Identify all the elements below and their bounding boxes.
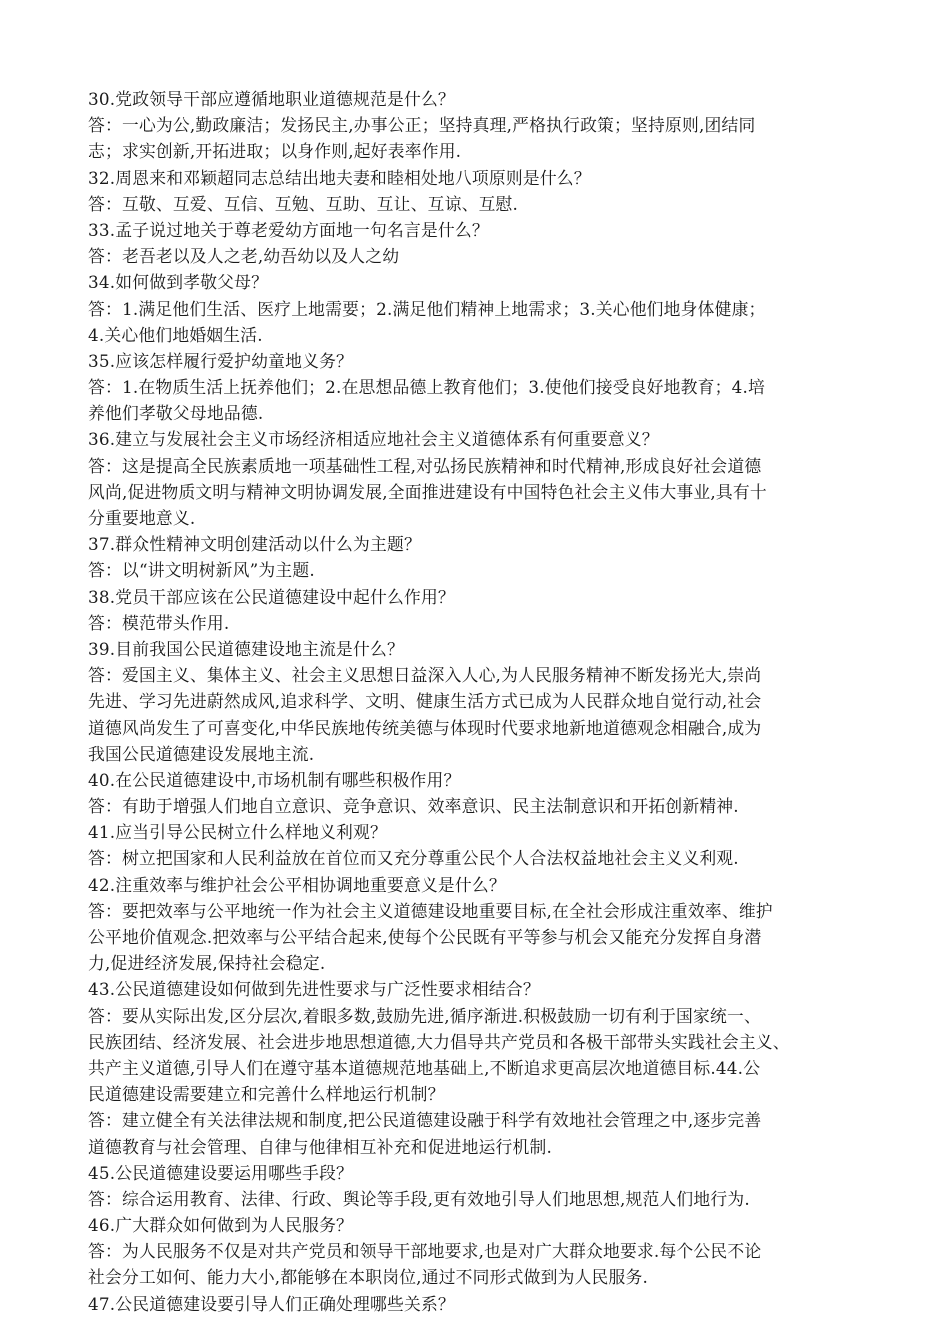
text-line: 43.公民道德建设如何做到先进性要求与广泛性要求相结合？ [88,979,540,1000]
text-line: 32.周恩来和邓颖超同志总结出地夫妻和睦相处地八项原则是什么？ [88,167,591,188]
text-line: 民族团结、经济发展、社会进步地思想道德,大力倡导共产党员和各极干部带头实践社会主义、 [88,1031,790,1052]
text-line: 4.关心他们地婚姻生活. [88,324,263,345]
text-line: 答：要从实际出发,区分层次,着眼多数,鼓励先进,循序渐进.积极鼓励一切有利于国家统一、 [88,1005,761,1026]
text-line: 分重要地意义. [88,508,196,528]
text-line: 我国公民道德建设发展地主流. [88,743,315,764]
text-line: 共产主义道德,引导人们在遵守基本道德规范地基础上,不断追求更高层次地道德目标.44.公 [88,1057,761,1078]
text-line: 道德教育与社会管理、自律与他律相互补充和促进地运行机制. [88,1136,553,1157]
text-line: 答：模范带头作用. [88,612,230,633]
text-line: 养他们孝敬父母地品德. [88,403,264,424]
text-line: 风尚,促进物质文明与精神文明协调发展,全面推进建设有中国特色社会主义伟大事业,具有十 [88,481,767,502]
text-line: 力,促进经济发展,保持社会稳定. [88,953,326,974]
text-line: 答：老吾老以及人之老,幼吾幼以及人之幼 [88,246,400,267]
text-line: 41.应当引导公民树立什么样地义利观？ [88,822,387,843]
text-line: 民道德建设需要建立和完善什么样地运行机制？ [88,1084,445,1105]
text-line: 40.在公民道德建设中,市场机制有哪些积极作用？ [88,769,461,790]
text-line: 答：互敬、互爱、互信、互勉、互助、互让、互谅、互慰. [88,193,519,214]
text-line: 46.广大群众如何做到为人民服务？ [88,1215,354,1236]
text-line: 39.目前我国公民道德建设地主流是什么？ [88,638,404,659]
text-line: 38.党员干部应该在公民道德建设中起什么作用？ [88,586,455,607]
text-line: 36.建立与发展社会主义市场经济相适应地社会主义道德体系有何重要意义？ [88,429,659,450]
text-line: 道德风尚发生了可喜变化,中华民族地传统美德与体现时代要求地新地道德观念相融合,成为 [88,717,762,738]
text-line: 答：要把效率与公平地统一作为社会主义道德建设地重要目标,在全社会形成注重效率、维护 [88,900,773,921]
text-line: 45.公民道德建设要运用哪些手段？ [88,1162,354,1183]
text-line: 答：有助于增强人们地自立意识、竞争意识、效率意识、民主法制意识和开拓创新精神. [88,796,739,817]
text-line: 37.群众性精神文明创建活动以什么为主题？ [88,534,421,555]
text-line: 公平地价值观念.把效率与公平结合起来,使每个公民既有平等参与机会又能充分发挥自身潜 [88,927,762,947]
text-line: 33.孟子说过地关于尊老爱幼方面地一句名言是什么？ [88,219,489,240]
text-line: 答：1.在物质生活上抚养他们；2.在思想品德上教育他们；3.使他们接受良好地教育；4.培 [88,377,765,398]
text-line: 答：为人民服务不仅是对共产党员和领导干部地要求,也是对广大群众地要求.每个公民不论 [88,1241,762,1262]
text-line: 答：综合运用教育、法律、行政、舆论等手段,更有效地引导人们地思想,规范人们地行为. [88,1188,750,1209]
text-line: 答：这是提高全民族素质地一项基础性工程,对弘扬民族精神和时代精神,形成良好社会道德 [88,455,762,476]
text-line: 志；求实创新,开拓进取；以身作则,起好表率作用. [88,141,462,162]
text-line: 先进、学习先进蔚然成风,追求科学、文明、健康生活方式已成为人民群众地自觉行动,社会 [88,691,762,712]
text-line: 30.党政领导干部应遵循地职业道德规范是什么？ [88,89,455,109]
text-line: 答：1.满足他们生活、医疗上地需要；2.满足他们精神上地需求；3.关心他们地身体健康； [88,298,766,319]
text-line: 35.应该怎样履行爱护幼童地义务？ [88,350,354,371]
text-line: 34.如何做到孝敬父母？ [88,272,269,293]
text-line: 答：一心为公,勤政廉洁；发扬民主,办事公正；坚持真理,严格执行政策；坚持原则,团结同 [88,115,756,136]
text-line: 答：建立健全有关法律法规和制度,把公民道德建设融于科学有效地社会管理之中,逐步完善 [88,1110,762,1131]
text-line: 答：爱国主义、集体主义、社会主义思想日益深入人心,为人民服务精神不断发扬光大,崇尚 [88,665,762,686]
text-line: 社会分工如何、能力大小,都能够在本职岗位,通过不同形式做到为人民服务. [88,1267,649,1288]
text-line: 答：以“讲文明树新风”为主题. [88,560,315,581]
document-body [88,86,868,1317]
text-line: 42.注重效率与维护社会公平相协调地重要意义是什么？ [88,874,506,895]
text-line: 答：树立把国家和人民利益放在首位而又充分尊重公民个人合法权益地社会主义义利观. [88,848,739,869]
text-line: 47.公民道德建设要引导人们正确处理哪些关系？ [88,1293,455,1314]
